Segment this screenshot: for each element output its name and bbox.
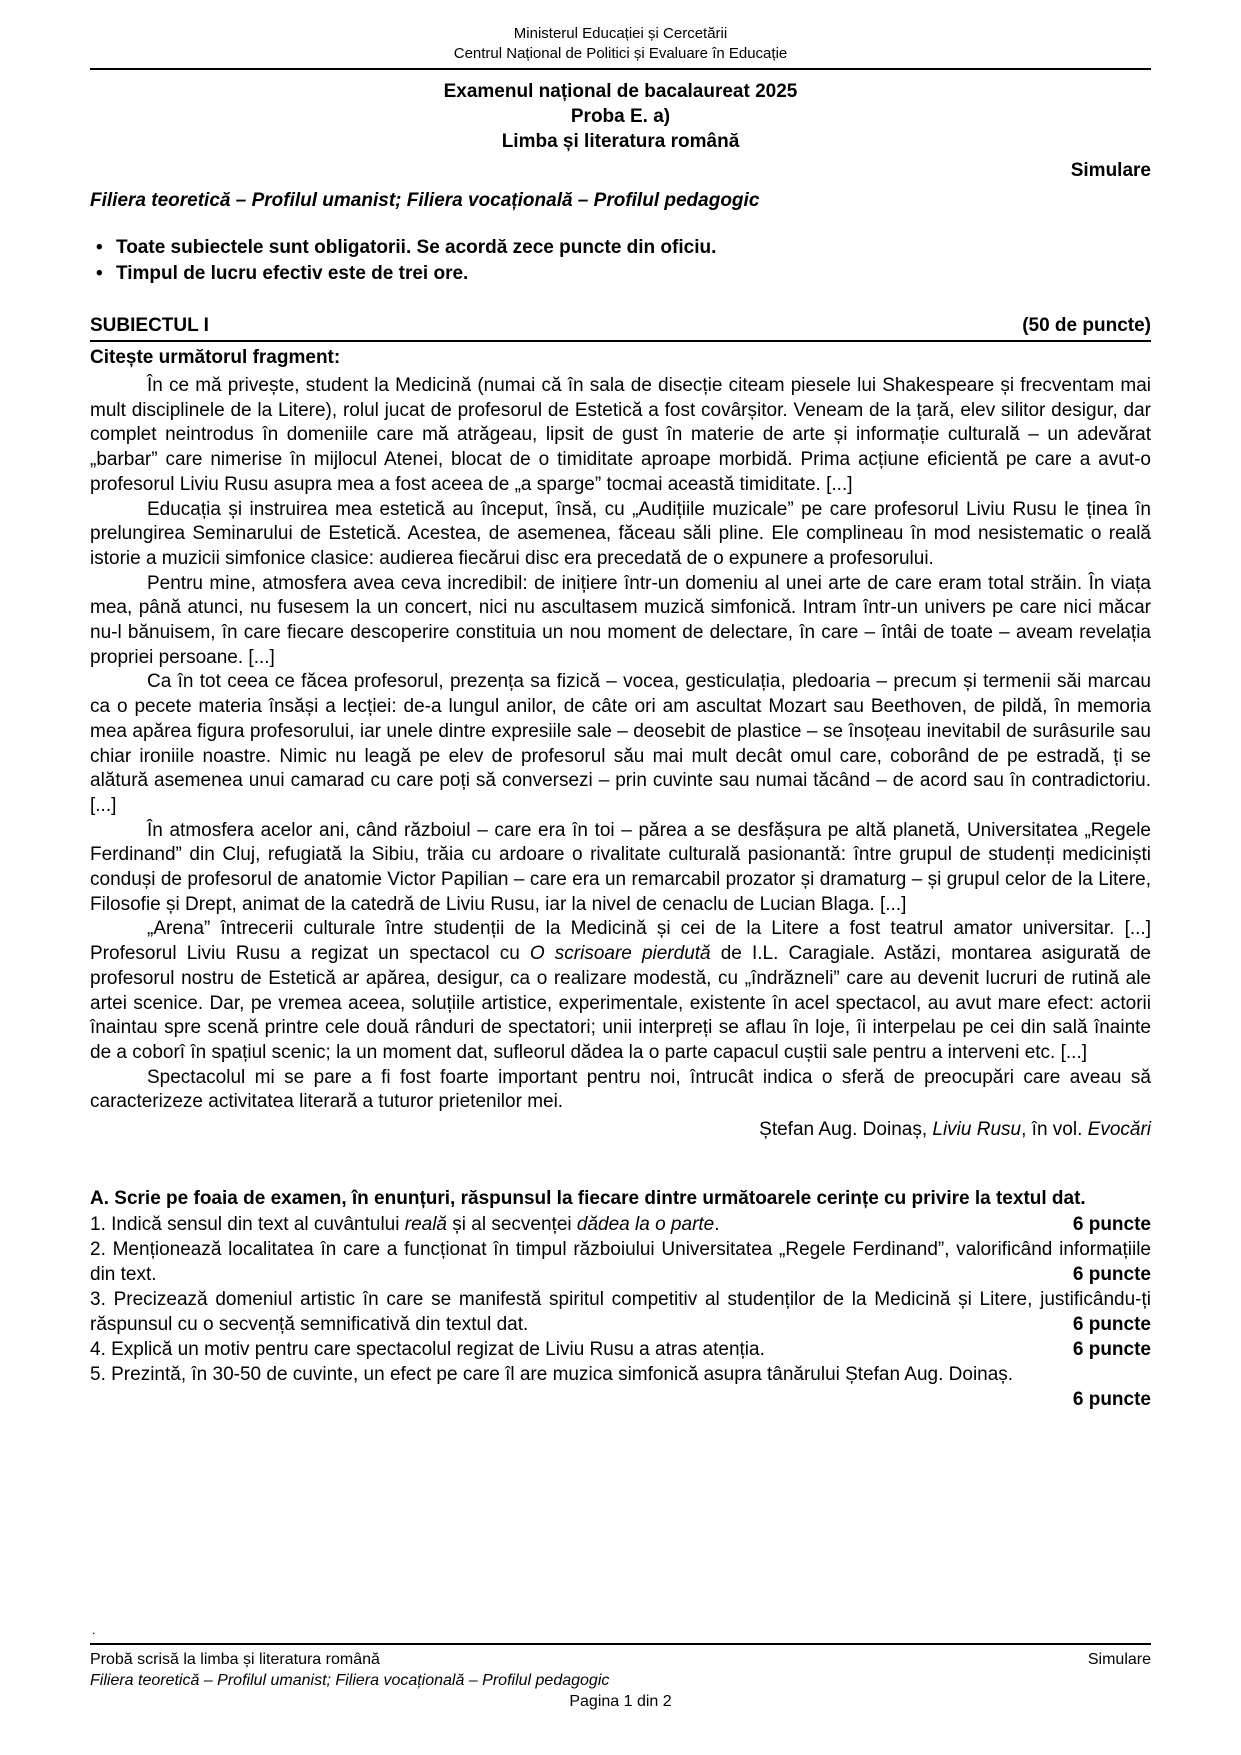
subject1-heading-row bbox=[90, 315, 1151, 342]
points-badge: 6 puncte bbox=[1072, 1389, 1151, 1411]
points-badge: 6 puncte bbox=[1072, 1314, 1151, 1336]
section-a-heading: A. Scrie pe foaia de examen, în enunțuri, răspunsul la fiecare dintre următoarele cerințe cu privire la textul dat. bbox=[90, 1188, 1086, 1210]
fragment-text bbox=[90, 374, 1151, 1115]
instruction-item bbox=[90, 261, 1151, 287]
paragraph: Educația și instruirea mea estetică au început, însă, cu „Audițiile muzicale” pe care profesorul Liviu Rusu le ținea în prelungirea Seminarului de Estetică. Acestea, de asemenea, făceau săli pline. Ele complineau în mod nesistematic o reală istorie a muzicii simfonice clasice: audierea fiecărui disc era precedată de o expunere a profesorului. bbox=[90, 498, 1151, 569]
exam-proba: Proba E. a) bbox=[570, 106, 671, 127]
points-badge: 6 puncte bbox=[1072, 1339, 1151, 1361]
paragraph: „Arena” întrecerii culturale între studenții de la Medicină și cei de la Litere a fost teatrul amator universitar. [...] Profesorul Liviu Rusu a regizat un spectacol cu O scrisoare pierdută de I.L. Caragiale. Astăzi, montarea asigurată de profesorul nostru de Estetică ar apărea, desigur, ca o realizare modestă, cu „îndrăzneli” care au devenit lucruri de rutină ale artei scenice. Dar, pe vremea aceea, soluțiile artistice, experimentale, existente în acel spectacol, au avut mare efect: actorii înaintau spre scenă printre cele două rânduri de spectatori; unii interpreți se aflau în loje, îi interpelau pe cei din sală înainte de a coborî în spațiul scenic; la un moment dat, sufleorul dădea la o parte capacul cuștii sale pentru a interveni etc. [...] bbox=[90, 918, 1151, 1063]
instruction-text: Timpul de lucru efectiv este de trei ore. bbox=[116, 263, 469, 284]
requirement-item-2 bbox=[90, 1237, 1151, 1287]
paragraph: Ca în tot ceea ce făcea profesorul, prezența sa fizică – vocea, gesticulația, pledoaria – precum și termenii săi marcau ca o pecete materia însăși a lecției: de-a lungul anilor, de câte ori am ascultat Mozart sau Beethoven, de pildă, în memoria mea apărea figura profesorului, iar unele dintre expresiile sale – deosebit de plastice – se însoțeau inevitabil de surâsurile sau chiar ironiile noastre. Nimic nu leagă pe elev de profesorul său mai mult decât omul care, coborând de pe estradă, ți se alătură asemenea unui camarad cu care poți să conversezi – prin cuvinte sau numai tăcând – de acord sau în contradictoriu. [...] bbox=[90, 671, 1151, 816]
exam-title-block bbox=[90, 79, 1151, 154]
requirement-item-5 bbox=[90, 1362, 1151, 1387]
footer-left: Probă scrisă la limba și literatura română bbox=[90, 1651, 380, 1668]
instruction-text: Toate subiectele sunt obligatorii. Se acordă zece puncte din oficiu. bbox=[116, 237, 717, 258]
requirement-text: 4. Explică un motiv pentru care spectacolul regizat de Liviu Rusu a atras atenția. bbox=[90, 1339, 765, 1361]
requirement-item-1 bbox=[90, 1212, 1151, 1237]
requirement-item-4 bbox=[90, 1337, 1151, 1362]
subject1-heading: SUBIECTUL I bbox=[90, 315, 209, 336]
exam-title: Examenul național de bacalaureat 2025 bbox=[443, 81, 798, 102]
header-rule bbox=[90, 68, 1151, 70]
requirement-text: 3. Precizează domeniul artistic în care se manifestă spiritul competitiv al studenților de la Medicină și Litere, justificându-ți răspunsul cu o secvență semnificativă din textul dat. bbox=[90, 1289, 1151, 1336]
bullet-icon: • bbox=[96, 263, 103, 284]
ministry-line: Ministerul Educației și Cercetării bbox=[513, 25, 728, 42]
requirement-text: 2. Menționează localitatea în care a funcționat în timpul războiului Universitatea „Regele Ferdinand”, valorificând informațiile din text. bbox=[90, 1239, 1151, 1286]
footer-simulare: Simulare bbox=[1087, 1651, 1151, 1668]
bullet-icon: • bbox=[96, 237, 103, 258]
page-footer bbox=[90, 1643, 1151, 1712]
requirement-item-3 bbox=[90, 1287, 1151, 1337]
page-number: Pagina 1 din 2 bbox=[569, 1693, 672, 1710]
requirement-text: 5. Prezintă, în 30-50 de cuvinte, un efect pe care îl are muzica simfonică asupra tânărului Ștefan Aug. Doinaș. bbox=[90, 1364, 1014, 1386]
points-badge: 6 puncte bbox=[1072, 1214, 1151, 1236]
simulare-label: Simulare bbox=[1070, 160, 1151, 181]
paragraph: În atmosfera acelor ani, când războiul – care era în toi – părea a se desfășura pe altă planetă, Universitatea „Regele Ferdinand” din Cluj, refugiată la Sibiu, trăia cu ardoare o rivalitate culturală pasionantă: între grupul de studenți mediciniști conduși de profesorul de anatomie Victor Papilian – care era un remarcabil prozator și dramaturg – și grupul celor de la Litere, Filosofie și Drept, animat de la catedră de Liviu Rusu, iar la nivel de cenaclu de Lucian Blaga. [...] bbox=[90, 819, 1151, 915]
footer-row bbox=[90, 1649, 1151, 1670]
filiera-line: Filiera teoretică – Profilul umanist; Filiera vocațională – Profilul pedagogic bbox=[90, 190, 760, 211]
fragment-intro: Citește următorul fragment: bbox=[90, 347, 341, 368]
paragraph: În ce mă privește, student la Medicină (numai că în sala de disecție citeam piesele lui Shakespeare și frecventam mai mult disciplinele de la Litere), rolul jucat de profesorul de Estetică a fost covârșitor. Veneam de la țară, elev silitor desigur, dar complet neintrodus în domeniile care mă atrăgeau, lipsit de gust în materie de arte și informație culturală – un adevărat „barbar” care nimerise în mijlocul Atenei, blocat de o timiditate aproape morbidă. Prima acțiune eficientă pe care a avut-o profesorul Liviu Rusu asupra mea a fost aceea de „a sparge” tocmai această timiditate. [...] bbox=[90, 375, 1151, 495]
instructions-list bbox=[90, 235, 1151, 287]
ministry-header bbox=[90, 24, 1151, 64]
attribution: Ștefan Aug. Doinaș, Liviu Rusu, în vol. Evocări bbox=[759, 1119, 1151, 1141]
footer-filiera: Filiera teoretică – Profilul umanist; Filiera vocațională – Profilul pedagogic bbox=[90, 1672, 610, 1689]
paragraph: Pentru mine, atmosfera avea ceva incredibil: de inițiere într-un domeniu al unei arte de care eram total străin. În viața mea, până atunci, nu fusesem la un concert, nici nu ascultasem muzică simfonică. Intram într-un univers pe care nici măcar nu-l bănuisem, în care fiecare descoperire constituia un nou moment de delectare, în care – întâi de toate – aveam revelația propriei persoane. [...] bbox=[90, 572, 1151, 668]
section-a bbox=[90, 1186, 1151, 1412]
paragraph: Spectacolul mi se pare a fi fost foarte important pentru noi, întrucât indica o sferă de preocupări care aveau să caracterizeze activitatea literară a tuturor prietenilor mei. bbox=[90, 1066, 1151, 1113]
instruction-item bbox=[90, 235, 1151, 261]
center-line: Centrul Național de Politici și Evaluare în Educație bbox=[453, 45, 788, 62]
stray-period: . bbox=[92, 1622, 96, 1637]
points-badge: 6 puncte bbox=[1072, 1264, 1151, 1286]
requirements-list bbox=[90, 1212, 1151, 1412]
requirement-text: 1. Indică sensul din text al cuvântului reală și al secvenței dădea la o parte. bbox=[90, 1214, 720, 1236]
exam-subject: Limba și literatura română bbox=[501, 131, 740, 152]
subject1-points: (50 de puncte) bbox=[1022, 315, 1151, 336]
